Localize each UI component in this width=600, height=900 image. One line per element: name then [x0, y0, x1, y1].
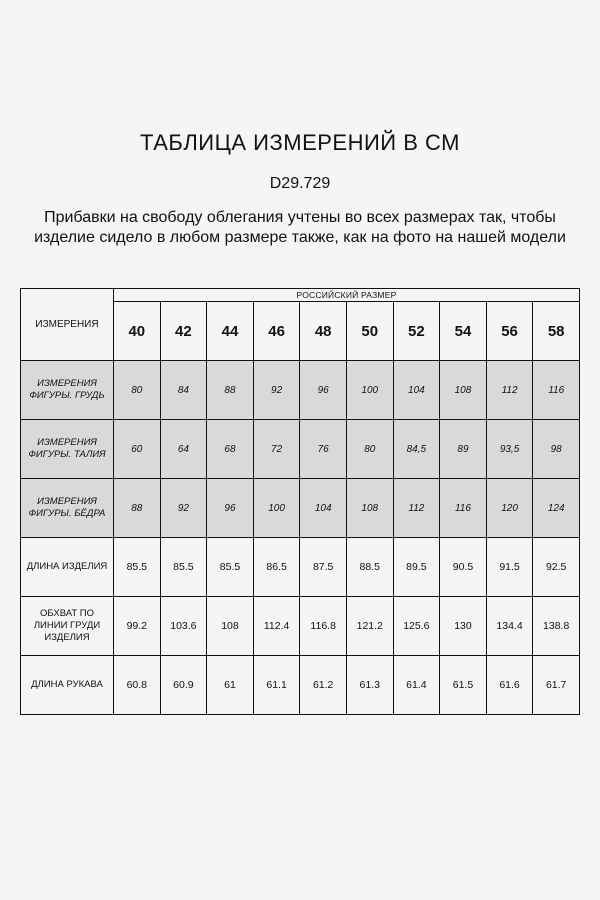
size-header-cell: 44 [207, 302, 254, 361]
value-cell: 104 [393, 361, 440, 420]
size-header-cell: 52 [393, 302, 440, 361]
measurement-row [21, 420, 580, 479]
size-header-cell: 50 [346, 302, 393, 361]
value-cell: 87.5 [300, 538, 347, 597]
value-cell: 72 [253, 420, 300, 479]
row-label-line: ИЗМЕРЕНИЯ [37, 437, 97, 448]
value-cell: 61.5 [440, 656, 487, 715]
value-cell: 90.5 [440, 538, 487, 597]
value-cell: 92 [253, 361, 300, 420]
row-label [21, 656, 114, 715]
size-header-cell: 46 [253, 302, 300, 361]
row-label [21, 538, 114, 597]
value-cell: 121.2 [346, 597, 393, 656]
value-cell: 98 [533, 420, 580, 479]
value-cell: 76 [300, 420, 347, 479]
value-cell: 86.5 [253, 538, 300, 597]
value-cell: 61.2 [300, 656, 347, 715]
fit-note-line-1: Прибавки на свободу облегания учтены во всех размерах так, чтобы [44, 209, 556, 226]
value-cell: 92 [160, 479, 207, 538]
value-cell: 138.8 [533, 597, 580, 656]
measurement-row [21, 597, 580, 656]
value-cell: 99.2 [114, 597, 161, 656]
value-cell: 91.5 [486, 538, 533, 597]
value-cell: 68 [207, 420, 254, 479]
row-label-line: ДЛИНА ИЗДЕЛИЯ [26, 561, 108, 572]
value-cell: 96 [300, 361, 347, 420]
value-cell: 100 [253, 479, 300, 538]
value-cell: 116 [440, 479, 487, 538]
fit-note-line-2: изделие сидело в любом размере также, как на фото на нашей модели [34, 229, 566, 246]
row-label-line: ИЗДЕЛИЯ [44, 632, 90, 643]
size-header-cell: 40 [114, 302, 161, 361]
size-header-cell: 54 [440, 302, 487, 361]
size-group-row [21, 289, 580, 302]
value-cell: 61.4 [393, 656, 440, 715]
value-cell: 103.6 [160, 597, 207, 656]
value-cell: 124 [533, 479, 580, 538]
value-cell: 108 [440, 361, 487, 420]
value-cell: 96 [207, 479, 254, 538]
row-label-line: ФИГУРЫ. ГРУДЬ [29, 390, 105, 401]
value-cell: 120 [486, 479, 533, 538]
row-label [21, 361, 114, 420]
value-cell: 60.9 [160, 656, 207, 715]
value-cell: 84,5 [393, 420, 440, 479]
value-cell: 125.6 [393, 597, 440, 656]
value-cell: 88 [114, 479, 161, 538]
value-cell: 112 [393, 479, 440, 538]
value-cell: 89 [440, 420, 487, 479]
value-cell: 108 [346, 479, 393, 538]
value-cell: 108 [207, 597, 254, 656]
value-cell: 104 [300, 479, 347, 538]
fit-note [0, 208, 600, 248]
value-cell: 88.5 [346, 538, 393, 597]
row-label [21, 479, 114, 538]
size-header-cell: 48 [300, 302, 347, 361]
row-label-line: ИЗМЕРЕНИЯ [37, 496, 97, 507]
value-cell: 116 [533, 361, 580, 420]
value-cell: 88 [207, 361, 254, 420]
row-label-line: ФИГУРЫ. БЁДРА [28, 508, 106, 519]
value-cell: 85.5 [160, 538, 207, 597]
value-cell: 84 [160, 361, 207, 420]
row-label-line: ФИГУРЫ. ТАЛИЯ [28, 449, 106, 460]
value-cell: 80 [346, 420, 393, 479]
size-chart-table [20, 288, 580, 715]
value-cell: 93,5 [486, 420, 533, 479]
value-cell: 61.6 [486, 656, 533, 715]
page-title: ТАБЛИЦА ИЗМЕРЕНИЙ В СМ [140, 130, 460, 155]
value-cell: 60.8 [114, 656, 161, 715]
measurement-row [21, 538, 580, 597]
value-cell: 61.7 [533, 656, 580, 715]
size-header-cell: 42 [160, 302, 207, 361]
value-cell: 85.5 [114, 538, 161, 597]
value-cell: 80 [114, 361, 161, 420]
value-cell: 89.5 [393, 538, 440, 597]
row-label-line: ИЗМЕРЕНИЯ [37, 378, 97, 389]
value-cell: 116.8 [300, 597, 347, 656]
value-cell: 92.5 [533, 538, 580, 597]
value-cell: 60 [114, 420, 161, 479]
row-label-line: ОБХВАТ ПО [39, 608, 95, 619]
row-label [21, 420, 114, 479]
value-cell: 130 [440, 597, 487, 656]
measurement-row [21, 656, 580, 715]
value-cell: 64 [160, 420, 207, 479]
row-label [21, 597, 114, 656]
value-cell: 61 [207, 656, 254, 715]
value-cell: 85.5 [207, 538, 254, 597]
size-header-cell: 56 [486, 302, 533, 361]
value-cell: 112 [486, 361, 533, 420]
measurement-row [21, 361, 580, 420]
measurements-header: ИЗМЕРЕНИЯ [21, 289, 114, 361]
row-label-line: ЛИНИИ ГРУДИ [33, 620, 101, 631]
value-cell: 112.4 [253, 597, 300, 656]
russian-size-header: РОССИЙСКИЙ РАЗМЕР [114, 289, 580, 302]
measurement-row [21, 479, 580, 538]
article-code: D29.729 [269, 175, 331, 192]
row-label-line: ДЛИНА РУКАВА [31, 679, 103, 690]
value-cell: 61.3 [346, 656, 393, 715]
value-cell: 100 [346, 361, 393, 420]
size-header-cell: 58 [533, 302, 580, 361]
value-cell: 134.4 [486, 597, 533, 656]
value-cell: 61.1 [253, 656, 300, 715]
